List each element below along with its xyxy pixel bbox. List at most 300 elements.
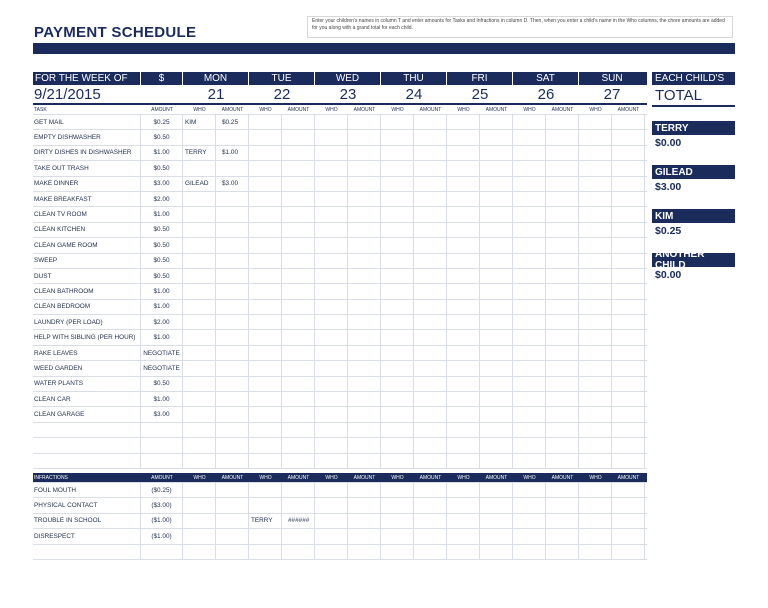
day-amount-cell[interactable]: [414, 161, 447, 175]
day-amount-cell[interactable]: [282, 346, 315, 360]
amount-cell[interactable]: $1.00: [141, 300, 183, 314]
week-date[interactable]: 9/21/2015: [34, 85, 101, 103]
task-name-cell[interactable]: GET MAIL: [33, 115, 141, 129]
who-cell[interactable]: [381, 514, 414, 528]
day-amount-cell[interactable]: [348, 161, 381, 175]
who-cell[interactable]: [315, 177, 348, 191]
day-amount-cell[interactable]: [480, 377, 513, 391]
task-name-cell[interactable]: [33, 423, 141, 437]
who-cell[interactable]: [249, 438, 282, 452]
who-cell[interactable]: [579, 315, 612, 329]
day-amount-cell[interactable]: [480, 192, 513, 206]
who-cell[interactable]: [513, 177, 546, 191]
who-cell[interactable]: [513, 130, 546, 144]
who-cell[interactable]: [249, 392, 282, 406]
day-amount-cell[interactable]: [480, 545, 513, 559]
day-amount-cell[interactable]: [414, 300, 447, 314]
who-cell[interactable]: [183, 498, 216, 512]
day-amount-cell[interactable]: [414, 115, 447, 129]
day-amount-cell[interactable]: [414, 223, 447, 237]
day-amount-cell[interactable]: [414, 514, 447, 528]
who-cell[interactable]: [513, 284, 546, 298]
day-amount-cell[interactable]: ######: [282, 514, 315, 528]
day-amount-cell[interactable]: [546, 423, 579, 437]
who-cell[interactable]: [249, 130, 282, 144]
day-amount-cell[interactable]: [414, 284, 447, 298]
day-amount-cell[interactable]: [216, 192, 249, 206]
day-amount-cell[interactable]: [282, 238, 315, 252]
day-amount-cell[interactable]: [612, 300, 645, 314]
day-amount-cell[interactable]: [414, 454, 447, 468]
day-amount-cell[interactable]: [348, 392, 381, 406]
day-amount-cell[interactable]: [216, 423, 249, 437]
day-amount-cell[interactable]: [546, 284, 579, 298]
who-cell[interactable]: [447, 315, 480, 329]
day-amount-cell[interactable]: [612, 423, 645, 437]
who-cell[interactable]: [579, 407, 612, 421]
who-cell[interactable]: [513, 483, 546, 497]
amount-cell[interactable]: $3.00: [141, 177, 183, 191]
infraction-name-cell[interactable]: PHYSICAL CONTACT: [33, 498, 141, 512]
who-cell[interactable]: [249, 407, 282, 421]
day-amount-cell[interactable]: [480, 146, 513, 160]
day-amount-cell[interactable]: [216, 315, 249, 329]
amount-cell[interactable]: [141, 438, 183, 452]
day-amount-cell[interactable]: [546, 130, 579, 144]
day-amount-cell[interactable]: [216, 284, 249, 298]
day-amount-cell[interactable]: [480, 207, 513, 221]
day-amount-cell[interactable]: [612, 483, 645, 497]
task-name-cell[interactable]: WEED GARDEN: [33, 361, 141, 375]
day-amount-cell[interactable]: [612, 361, 645, 375]
day-amount-cell[interactable]: [612, 192, 645, 206]
task-name-cell[interactable]: CLEAN GARAGE: [33, 407, 141, 421]
who-cell[interactable]: [315, 300, 348, 314]
day-amount-cell[interactable]: [282, 300, 315, 314]
day-amount-cell[interactable]: [546, 177, 579, 191]
amount-cell[interactable]: $0.50: [141, 269, 183, 283]
day-amount-cell[interactable]: [612, 161, 645, 175]
who-cell[interactable]: [381, 300, 414, 314]
day-amount-cell[interactable]: [546, 330, 579, 344]
day-amount-cell[interactable]: [480, 300, 513, 314]
day-amount-cell[interactable]: [216, 330, 249, 344]
day-amount-cell[interactable]: [546, 300, 579, 314]
day-amount-cell[interactable]: [414, 438, 447, 452]
amount-cell[interactable]: $1.00: [141, 146, 183, 160]
who-cell[interactable]: [249, 361, 282, 375]
day-amount-cell[interactable]: [216, 223, 249, 237]
who-cell[interactable]: [183, 192, 216, 206]
day-amount-cell[interactable]: [348, 177, 381, 191]
who-cell[interactable]: [513, 330, 546, 344]
who-cell[interactable]: [249, 269, 282, 283]
task-name-cell[interactable]: CLEAN BATHROOM: [33, 284, 141, 298]
who-cell[interactable]: [513, 115, 546, 129]
day-amount-cell[interactable]: [348, 223, 381, 237]
who-cell[interactable]: [579, 223, 612, 237]
who-cell[interactable]: TERRY: [183, 146, 216, 160]
who-cell[interactable]: [513, 300, 546, 314]
day-amount-cell[interactable]: [414, 146, 447, 160]
who-cell[interactable]: [183, 161, 216, 175]
who-cell[interactable]: [447, 115, 480, 129]
infraction-name-cell[interactable]: TROUBLE IN SCHOOL: [33, 514, 141, 528]
day-amount-cell[interactable]: [348, 361, 381, 375]
who-cell[interactable]: [381, 269, 414, 283]
who-cell[interactable]: [315, 498, 348, 512]
who-cell[interactable]: [513, 254, 546, 268]
who-cell[interactable]: [249, 177, 282, 191]
amount-cell[interactable]: $0.50: [141, 238, 183, 252]
day-amount-cell[interactable]: [480, 254, 513, 268]
day-amount-cell[interactable]: [348, 330, 381, 344]
day-amount-cell[interactable]: [546, 377, 579, 391]
day-amount-cell[interactable]: [216, 161, 249, 175]
who-cell[interactable]: [249, 207, 282, 221]
day-amount-cell[interactable]: [348, 514, 381, 528]
who-cell[interactable]: [381, 423, 414, 437]
task-name-cell[interactable]: CLEAN BEDROOM: [33, 300, 141, 314]
day-amount-cell[interactable]: [216, 514, 249, 528]
who-cell[interactable]: [249, 545, 282, 559]
who-cell[interactable]: [183, 423, 216, 437]
task-name-cell[interactable]: RAKE LEAVES: [33, 346, 141, 360]
who-cell[interactable]: [447, 284, 480, 298]
task-name-cell[interactable]: MAKE BREAKFAST: [33, 192, 141, 206]
who-cell[interactable]: [381, 207, 414, 221]
who-cell[interactable]: [249, 346, 282, 360]
day-amount-cell[interactable]: [282, 483, 315, 497]
day-amount-cell[interactable]: [282, 361, 315, 375]
day-amount-cell[interactable]: [348, 238, 381, 252]
who-cell[interactable]: [513, 192, 546, 206]
task-name-cell[interactable]: DIRTY DISHES IN DISHWASHER: [33, 146, 141, 160]
day-amount-cell[interactable]: [216, 529, 249, 543]
day-amount-cell[interactable]: [612, 454, 645, 468]
who-cell[interactable]: [447, 498, 480, 512]
who-cell[interactable]: [579, 377, 612, 391]
day-amount-cell[interactable]: [414, 423, 447, 437]
day-amount-cell[interactable]: [282, 130, 315, 144]
who-cell[interactable]: [249, 223, 282, 237]
who-cell[interactable]: [447, 238, 480, 252]
amount-cell[interactable]: $1.00: [141, 392, 183, 406]
day-amount-cell[interactable]: [480, 130, 513, 144]
who-cell[interactable]: [381, 130, 414, 144]
day-amount-cell[interactable]: [282, 207, 315, 221]
who-cell[interactable]: [315, 192, 348, 206]
day-amount-cell[interactable]: [612, 514, 645, 528]
who-cell[interactable]: [183, 346, 216, 360]
day-amount-cell[interactable]: [216, 498, 249, 512]
who-cell[interactable]: [513, 392, 546, 406]
who-cell[interactable]: [579, 346, 612, 360]
day-amount-cell[interactable]: [282, 315, 315, 329]
day-amount-cell[interactable]: [546, 161, 579, 175]
day-amount-cell[interactable]: [282, 377, 315, 391]
who-cell[interactable]: [183, 529, 216, 543]
who-cell[interactable]: [315, 115, 348, 129]
who-cell[interactable]: [249, 330, 282, 344]
day-amount-cell[interactable]: [282, 223, 315, 237]
day-amount-cell[interactable]: [612, 177, 645, 191]
who-cell[interactable]: [381, 454, 414, 468]
amount-cell[interactable]: $1.00: [141, 284, 183, 298]
who-cell[interactable]: [579, 146, 612, 160]
day-amount-cell[interactable]: [612, 146, 645, 160]
who-cell[interactable]: [513, 498, 546, 512]
who-cell[interactable]: [513, 146, 546, 160]
day-amount-cell[interactable]: [348, 300, 381, 314]
day-amount-cell[interactable]: [282, 545, 315, 559]
who-cell[interactable]: [381, 529, 414, 543]
day-amount-cell[interactable]: [348, 438, 381, 452]
day-amount-cell[interactable]: [216, 207, 249, 221]
who-cell[interactable]: [315, 238, 348, 252]
day-amount-cell[interactable]: [480, 423, 513, 437]
who-cell[interactable]: [513, 346, 546, 360]
who-cell[interactable]: [381, 115, 414, 129]
who-cell[interactable]: [315, 545, 348, 559]
day-amount-cell[interactable]: [282, 161, 315, 175]
who-cell[interactable]: [381, 346, 414, 360]
day-amount-cell[interactable]: [546, 514, 579, 528]
day-amount-cell[interactable]: [480, 454, 513, 468]
who-cell[interactable]: GILEAD: [183, 177, 216, 191]
day-amount-cell[interactable]: [216, 346, 249, 360]
day-amount-cell[interactable]: [480, 529, 513, 543]
who-cell[interactable]: [447, 130, 480, 144]
day-amount-cell[interactable]: [480, 315, 513, 329]
who-cell[interactable]: [513, 407, 546, 421]
day-amount-cell[interactable]: [414, 330, 447, 344]
who-cell[interactable]: [579, 115, 612, 129]
day-amount-cell[interactable]: [480, 330, 513, 344]
who-cell[interactable]: [315, 361, 348, 375]
day-amount-cell[interactable]: [348, 192, 381, 206]
day-amount-cell[interactable]: [216, 454, 249, 468]
day-amount-cell[interactable]: [480, 392, 513, 406]
who-cell[interactable]: [315, 284, 348, 298]
who-cell[interactable]: [249, 146, 282, 160]
amount-cell[interactable]: [141, 545, 183, 559]
day-amount-cell[interactable]: [216, 269, 249, 283]
day-amount-cell[interactable]: [480, 346, 513, 360]
day-amount-cell[interactable]: [282, 192, 315, 206]
day-amount-cell[interactable]: [480, 115, 513, 129]
who-cell[interactable]: [381, 146, 414, 160]
who-cell[interactable]: [315, 454, 348, 468]
who-cell[interactable]: [579, 254, 612, 268]
who-cell[interactable]: [249, 454, 282, 468]
day-amount-cell[interactable]: [348, 115, 381, 129]
day-amount-cell[interactable]: [546, 454, 579, 468]
who-cell[interactable]: KIM: [183, 115, 216, 129]
day-amount-cell[interactable]: [612, 130, 645, 144]
who-cell[interactable]: [381, 315, 414, 329]
amount-cell[interactable]: ($1.00): [141, 514, 183, 528]
day-amount-cell[interactable]: [414, 192, 447, 206]
day-amount-cell[interactable]: [282, 177, 315, 191]
who-cell[interactable]: [447, 377, 480, 391]
who-cell[interactable]: [381, 361, 414, 375]
who-cell[interactable]: [513, 529, 546, 543]
day-amount-cell[interactable]: [216, 377, 249, 391]
who-cell[interactable]: [381, 161, 414, 175]
task-name-cell[interactable]: HELP WITH SIBLING (PER HOUR): [33, 330, 141, 344]
who-cell[interactable]: [447, 361, 480, 375]
who-cell[interactable]: [579, 269, 612, 283]
day-amount-cell[interactable]: [348, 454, 381, 468]
who-cell[interactable]: [183, 454, 216, 468]
infraction-name-cell[interactable]: FOUL MOUTH: [33, 483, 141, 497]
who-cell[interactable]: [513, 545, 546, 559]
day-amount-cell[interactable]: [546, 498, 579, 512]
day-amount-cell[interactable]: [414, 361, 447, 375]
day-amount-cell[interactable]: [546, 545, 579, 559]
who-cell[interactable]: [381, 284, 414, 298]
day-amount-cell[interactable]: [612, 407, 645, 421]
who-cell[interactable]: [315, 207, 348, 221]
who-cell[interactable]: [315, 423, 348, 437]
who-cell[interactable]: [249, 238, 282, 252]
who-cell[interactable]: [447, 545, 480, 559]
day-amount-cell[interactable]: [414, 130, 447, 144]
amount-cell[interactable]: $0.50: [141, 130, 183, 144]
day-amount-cell[interactable]: [546, 223, 579, 237]
who-cell[interactable]: [183, 514, 216, 528]
amount-cell[interactable]: ($0.25): [141, 483, 183, 497]
who-cell[interactable]: [579, 438, 612, 452]
who-cell[interactable]: [579, 392, 612, 406]
who-cell[interactable]: [381, 192, 414, 206]
who-cell[interactable]: [579, 498, 612, 512]
day-amount-cell[interactable]: [612, 346, 645, 360]
day-amount-cell[interactable]: [348, 545, 381, 559]
day-amount-cell[interactable]: [480, 238, 513, 252]
day-amount-cell[interactable]: [282, 392, 315, 406]
day-amount-cell[interactable]: [612, 330, 645, 344]
day-amount-cell[interactable]: [546, 192, 579, 206]
task-name-cell[interactable]: DUST: [33, 269, 141, 283]
day-amount-cell[interactable]: [546, 269, 579, 283]
who-cell[interactable]: [447, 407, 480, 421]
day-amount-cell[interactable]: [348, 377, 381, 391]
who-cell[interactable]: [315, 223, 348, 237]
who-cell[interactable]: [315, 438, 348, 452]
day-amount-cell[interactable]: [414, 238, 447, 252]
day-amount-cell[interactable]: [348, 207, 381, 221]
day-amount-cell[interactable]: [282, 146, 315, 160]
who-cell[interactable]: [315, 254, 348, 268]
day-amount-cell[interactable]: [612, 498, 645, 512]
day-amount-cell[interactable]: [414, 407, 447, 421]
who-cell[interactable]: [315, 161, 348, 175]
who-cell[interactable]: [447, 454, 480, 468]
who-cell[interactable]: [447, 177, 480, 191]
amount-cell[interactable]: $0.50: [141, 223, 183, 237]
day-amount-cell[interactable]: [216, 300, 249, 314]
who-cell[interactable]: [513, 269, 546, 283]
day-amount-cell[interactable]: [612, 545, 645, 559]
who-cell[interactable]: [249, 377, 282, 391]
day-amount-cell[interactable]: [414, 315, 447, 329]
who-cell[interactable]: [381, 377, 414, 391]
who-cell[interactable]: [183, 407, 216, 421]
day-amount-cell[interactable]: [282, 330, 315, 344]
who-cell[interactable]: [447, 207, 480, 221]
who-cell[interactable]: [183, 483, 216, 497]
who-cell[interactable]: [183, 361, 216, 375]
who-cell[interactable]: [315, 529, 348, 543]
who-cell[interactable]: [447, 483, 480, 497]
who-cell[interactable]: [249, 284, 282, 298]
day-amount-cell[interactable]: [282, 529, 315, 543]
day-amount-cell[interactable]: [282, 407, 315, 421]
who-cell[interactable]: [513, 361, 546, 375]
day-amount-cell[interactable]: [216, 238, 249, 252]
day-amount-cell[interactable]: [546, 346, 579, 360]
day-amount-cell[interactable]: [348, 284, 381, 298]
task-name-cell[interactable]: CLEAN TV ROOM: [33, 207, 141, 221]
amount-cell[interactable]: ($3.00): [141, 498, 183, 512]
who-cell[interactable]: [381, 254, 414, 268]
day-amount-cell[interactable]: [282, 284, 315, 298]
who-cell[interactable]: [513, 238, 546, 252]
day-amount-cell[interactable]: [612, 254, 645, 268]
amount-cell[interactable]: $1.00: [141, 207, 183, 221]
who-cell[interactable]: [579, 483, 612, 497]
who-cell[interactable]: [183, 315, 216, 329]
who-cell[interactable]: [513, 423, 546, 437]
day-amount-cell[interactable]: [612, 223, 645, 237]
day-amount-cell[interactable]: [282, 254, 315, 268]
day-amount-cell[interactable]: [282, 115, 315, 129]
day-amount-cell[interactable]: [480, 284, 513, 298]
day-amount-cell[interactable]: [414, 207, 447, 221]
who-cell[interactable]: [579, 361, 612, 375]
amount-cell[interactable]: [141, 454, 183, 468]
who-cell[interactable]: [381, 177, 414, 191]
who-cell[interactable]: [447, 346, 480, 360]
amount-cell[interactable]: $0.50: [141, 161, 183, 175]
task-name-cell[interactable]: WATER PLANTS: [33, 377, 141, 391]
task-name-cell[interactable]: SWEEP: [33, 254, 141, 268]
day-amount-cell[interactable]: [546, 146, 579, 160]
day-amount-cell[interactable]: [348, 146, 381, 160]
who-cell[interactable]: [381, 545, 414, 559]
day-amount-cell[interactable]: [480, 498, 513, 512]
day-amount-cell[interactable]: [546, 483, 579, 497]
who-cell[interactable]: [183, 254, 216, 268]
who-cell[interactable]: [183, 377, 216, 391]
who-cell[interactable]: [183, 438, 216, 452]
day-amount-cell[interactable]: [414, 377, 447, 391]
day-amount-cell[interactable]: [216, 407, 249, 421]
who-cell[interactable]: TERRY: [249, 514, 282, 528]
amount-cell[interactable]: NEGOTIATE: [141, 346, 183, 360]
day-amount-cell[interactable]: [612, 392, 645, 406]
who-cell[interactable]: [183, 284, 216, 298]
amount-cell[interactable]: [141, 423, 183, 437]
day-amount-cell[interactable]: [414, 392, 447, 406]
who-cell[interactable]: [447, 269, 480, 283]
day-amount-cell[interactable]: [414, 346, 447, 360]
who-cell[interactable]: [447, 529, 480, 543]
who-cell[interactable]: [447, 300, 480, 314]
day-amount-cell[interactable]: [546, 254, 579, 268]
